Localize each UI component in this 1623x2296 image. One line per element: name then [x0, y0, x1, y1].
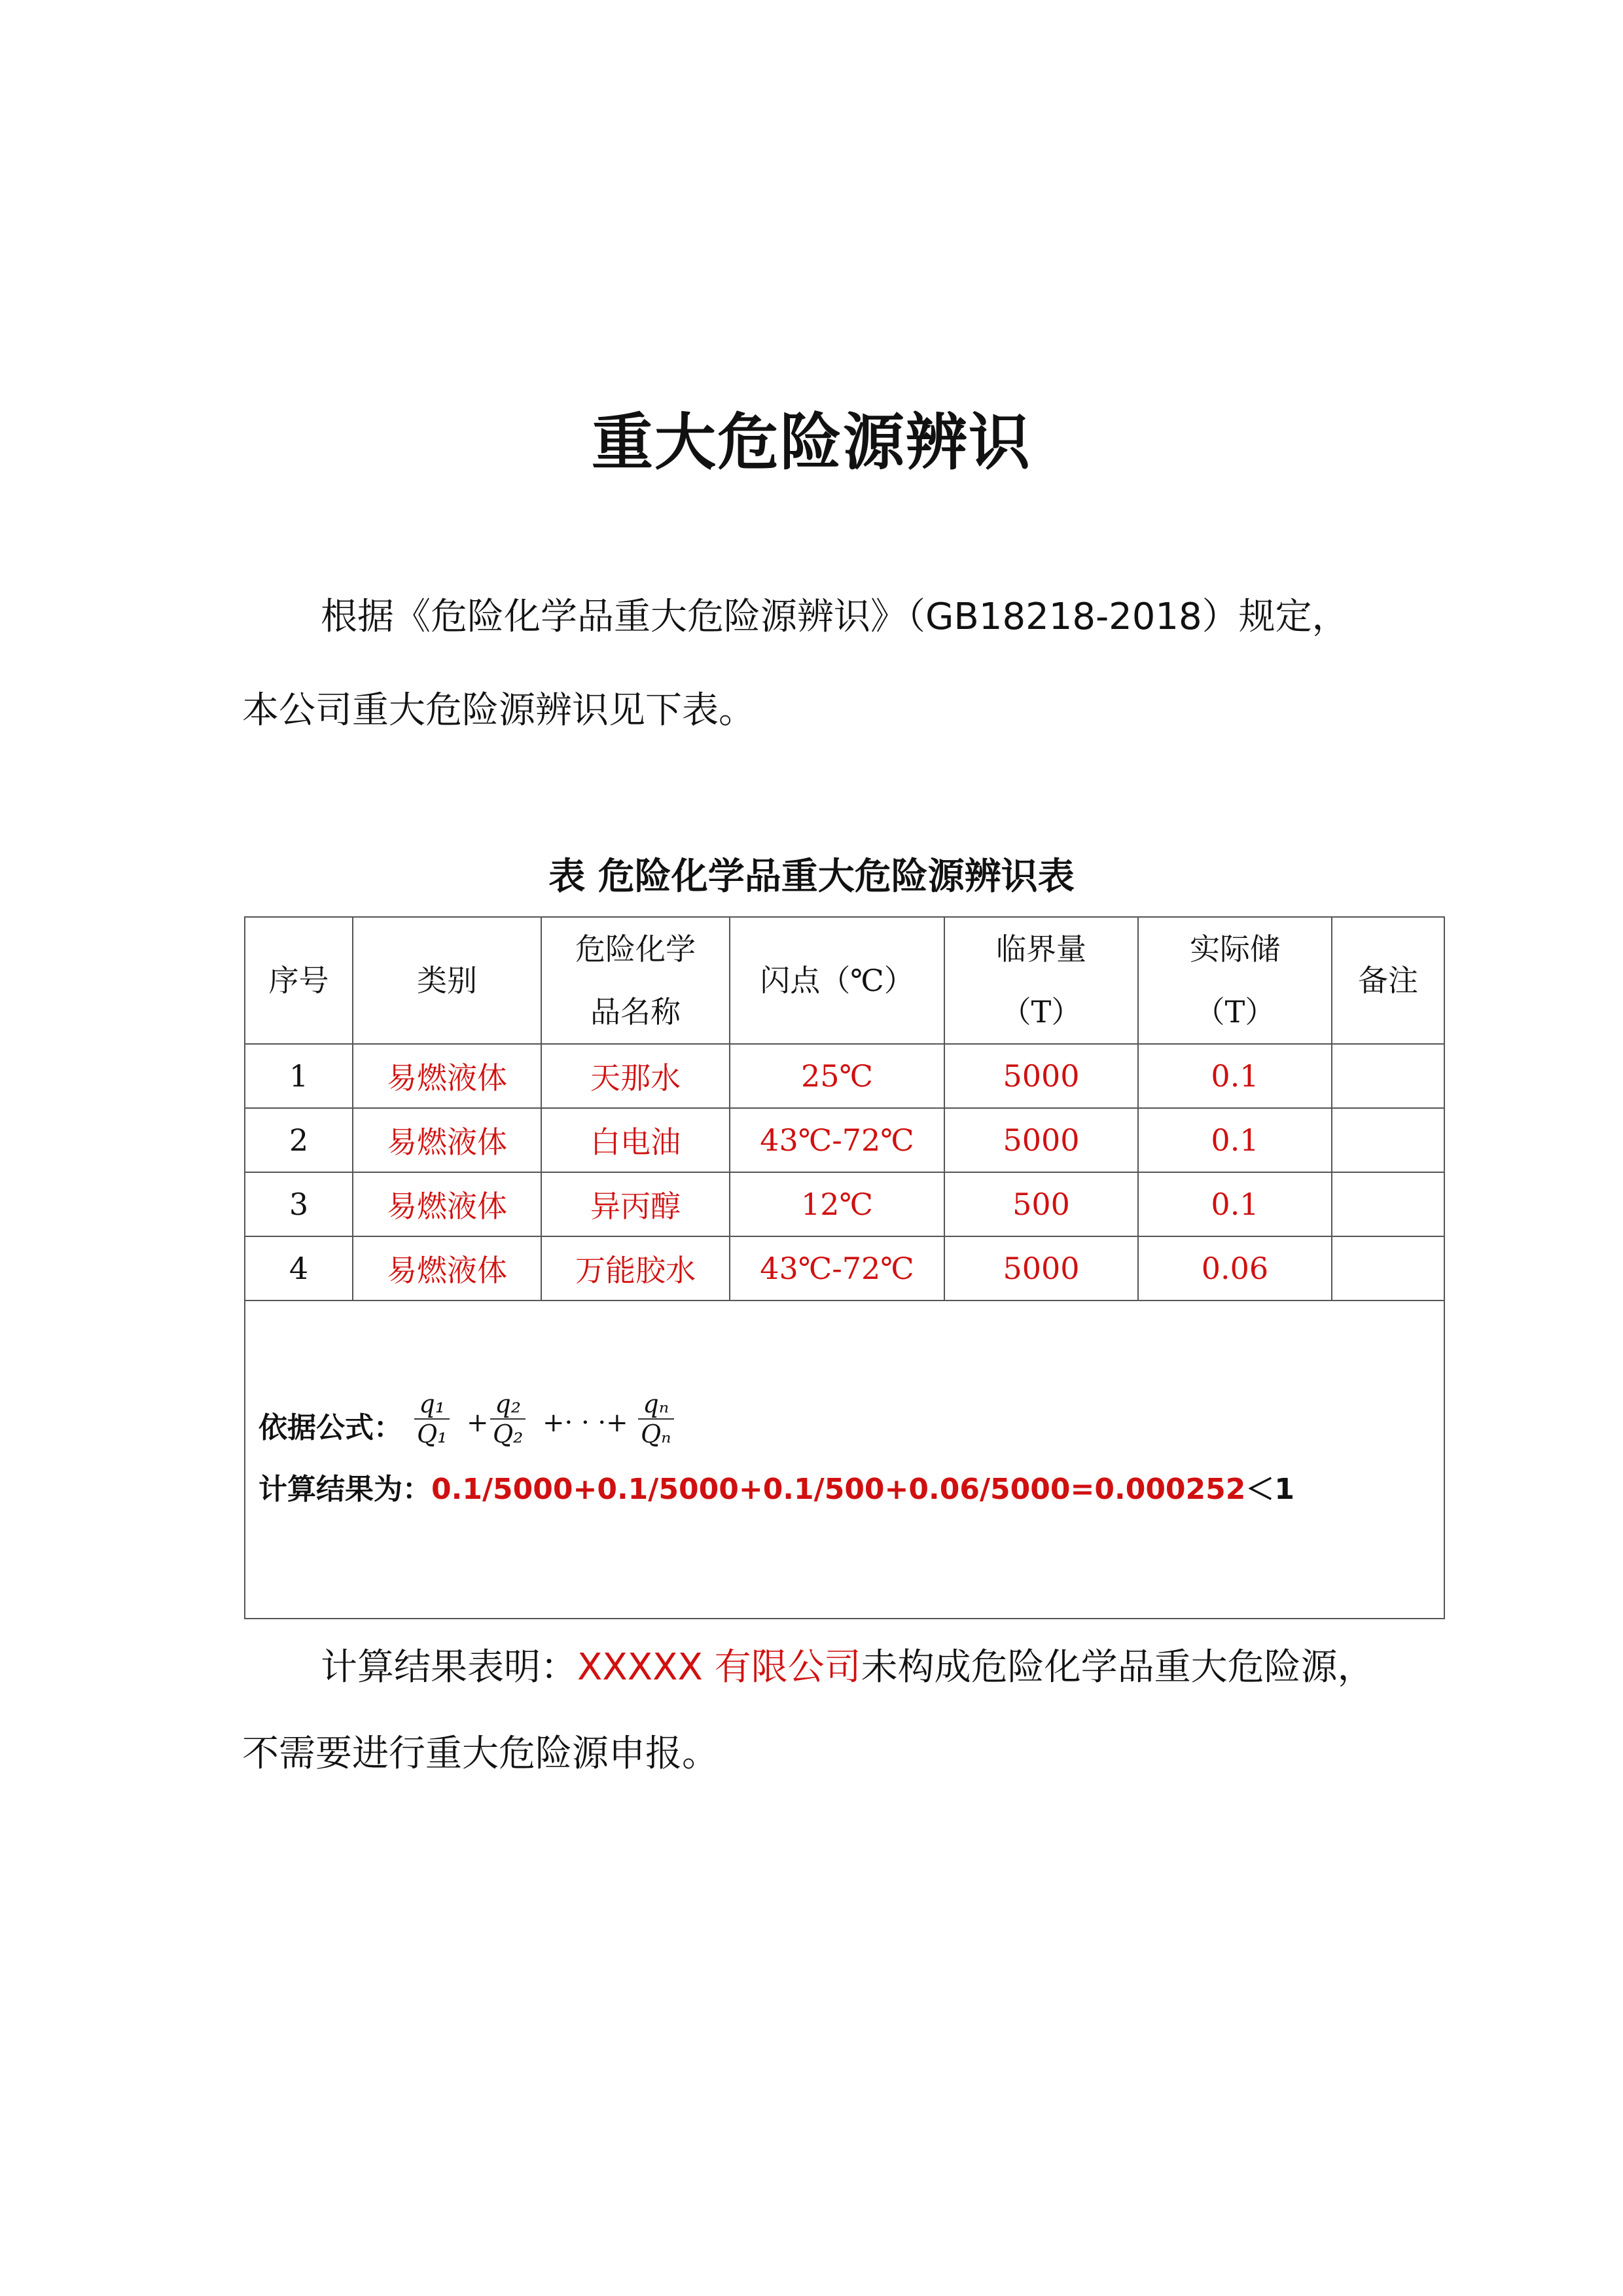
header-actual-line1: 实际储 — [1190, 931, 1280, 967]
header-actual-storage — [1138, 917, 1332, 1044]
header-seq: 序号 — [245, 917, 353, 1044]
cell-chemical-name: 万能胶水 — [541, 1236, 730, 1300]
cell-seq: 4 — [245, 1236, 353, 1300]
formula-denominator: Q₂ — [493, 1420, 524, 1448]
formula-numerator: qₙ — [638, 1390, 674, 1420]
hazard-identification-table — [244, 916, 1445, 1619]
calculation-result-label: 计算结果为： — [259, 1473, 431, 1506]
cell-flash-point: 25℃ — [730, 1044, 944, 1108]
conclusion-line-1 — [242, 1646, 1492, 1689]
cell-flash-point: 43℃-72℃ — [730, 1236, 944, 1300]
cell-remark — [1332, 1172, 1444, 1236]
header-actual-line2: （T） — [1194, 994, 1275, 1030]
calculation-expression: 0.1/5000+0.1/5000+0.1/500+0.06/5000=0.000252 — [431, 1473, 1246, 1506]
formula-denominator: Qₙ — [641, 1420, 671, 1448]
formula-label: 依据公式： — [259, 1411, 402, 1444]
calculation-result-line — [259, 1465, 1444, 1507]
formula-fraction-n — [638, 1390, 674, 1448]
cell-category: 易燃液体 — [353, 1172, 541, 1236]
header-category: 类别 — [353, 917, 541, 1044]
cell-critical-quantity: 5000 — [944, 1108, 1138, 1172]
formula-ellipsis: +· · ·+ — [543, 1408, 628, 1438]
cell-remark — [1332, 1236, 1444, 1300]
header-critical-quantity — [944, 917, 1138, 1044]
table-row — [245, 1108, 1444, 1172]
header-chemical-name-line2: 品名称 — [590, 994, 681, 1030]
cell-critical-quantity: 5000 — [944, 1044, 1138, 1108]
cell-actual-storage: 0.06 — [1138, 1236, 1332, 1300]
intro-line-1: 根据《危险化学品重大危险源辨识》（GB18218-2018）规定， — [321, 596, 1349, 638]
cell-remark — [1332, 1108, 1444, 1172]
formula-denominator: Q₁ — [417, 1420, 448, 1448]
cell-actual-storage: 0.1 — [1138, 1108, 1332, 1172]
table-row — [245, 1236, 1444, 1300]
cell-actual-storage: 0.1 — [1138, 1172, 1332, 1236]
cell-flash-point: 43℃-72℃ — [730, 1108, 944, 1172]
header-flash-point: 闪点（℃） — [730, 917, 944, 1044]
formula-row — [245, 1300, 1444, 1619]
formula-fraction-1 — [414, 1390, 450, 1448]
cell-actual-storage: 0.1 — [1138, 1044, 1332, 1108]
table-header-row — [245, 917, 1444, 1044]
table-caption: 表 危险化学品重大危险源辨识表 — [548, 855, 1075, 898]
cell-seq: 2 — [245, 1108, 353, 1172]
formula-cell — [245, 1300, 1444, 1619]
cell-remark — [1332, 1044, 1444, 1108]
header-critical-line2: （T） — [1001, 994, 1082, 1030]
conclusion-suffix: 未构成危险化学品重大危险源， — [861, 1646, 1374, 1689]
cell-chemical-name: 异丙醇 — [541, 1172, 730, 1236]
formula-fraction-2 — [490, 1390, 526, 1448]
formula-numerator: q₁ — [414, 1390, 450, 1420]
cell-category: 易燃液体 — [353, 1044, 541, 1108]
cell-category: 易燃液体 — [353, 1236, 541, 1300]
intro-line-2: 本公司重大危险源辨识见下表。 — [242, 689, 755, 732]
formula-plus: + — [467, 1408, 489, 1438]
cell-critical-quantity: 500 — [944, 1172, 1138, 1236]
table-row — [245, 1172, 1444, 1236]
calculation-comparison: ＜1 — [1245, 1473, 1295, 1506]
table-row — [245, 1044, 1444, 1108]
conclusion-prefix: 计算结果表明： — [321, 1646, 577, 1689]
header-critical-line1: 临界量 — [996, 931, 1086, 967]
header-chemical-name — [541, 917, 730, 1044]
cell-flash-point: 12℃ — [730, 1172, 944, 1236]
cell-seq: 3 — [245, 1172, 353, 1236]
header-remark: 备注 — [1332, 917, 1444, 1044]
formula-line — [259, 1390, 1444, 1462]
header-chemical-name-line1: 危险化学 — [575, 931, 696, 967]
formula-numerator: q₂ — [490, 1390, 526, 1420]
page-title: 重大危险源辨识 — [591, 407, 1031, 478]
conclusion-line-2: 不需要进行重大危险源申报。 — [242, 1732, 719, 1775]
cell-category: 易燃液体 — [353, 1108, 541, 1172]
cell-chemical-name: 天那水 — [541, 1044, 730, 1108]
cell-seq: 1 — [245, 1044, 353, 1108]
cell-critical-quantity: 5000 — [944, 1236, 1138, 1300]
cell-chemical-name: 白电油 — [541, 1108, 730, 1172]
company-name: XXXXX 有限公司 — [577, 1646, 861, 1689]
